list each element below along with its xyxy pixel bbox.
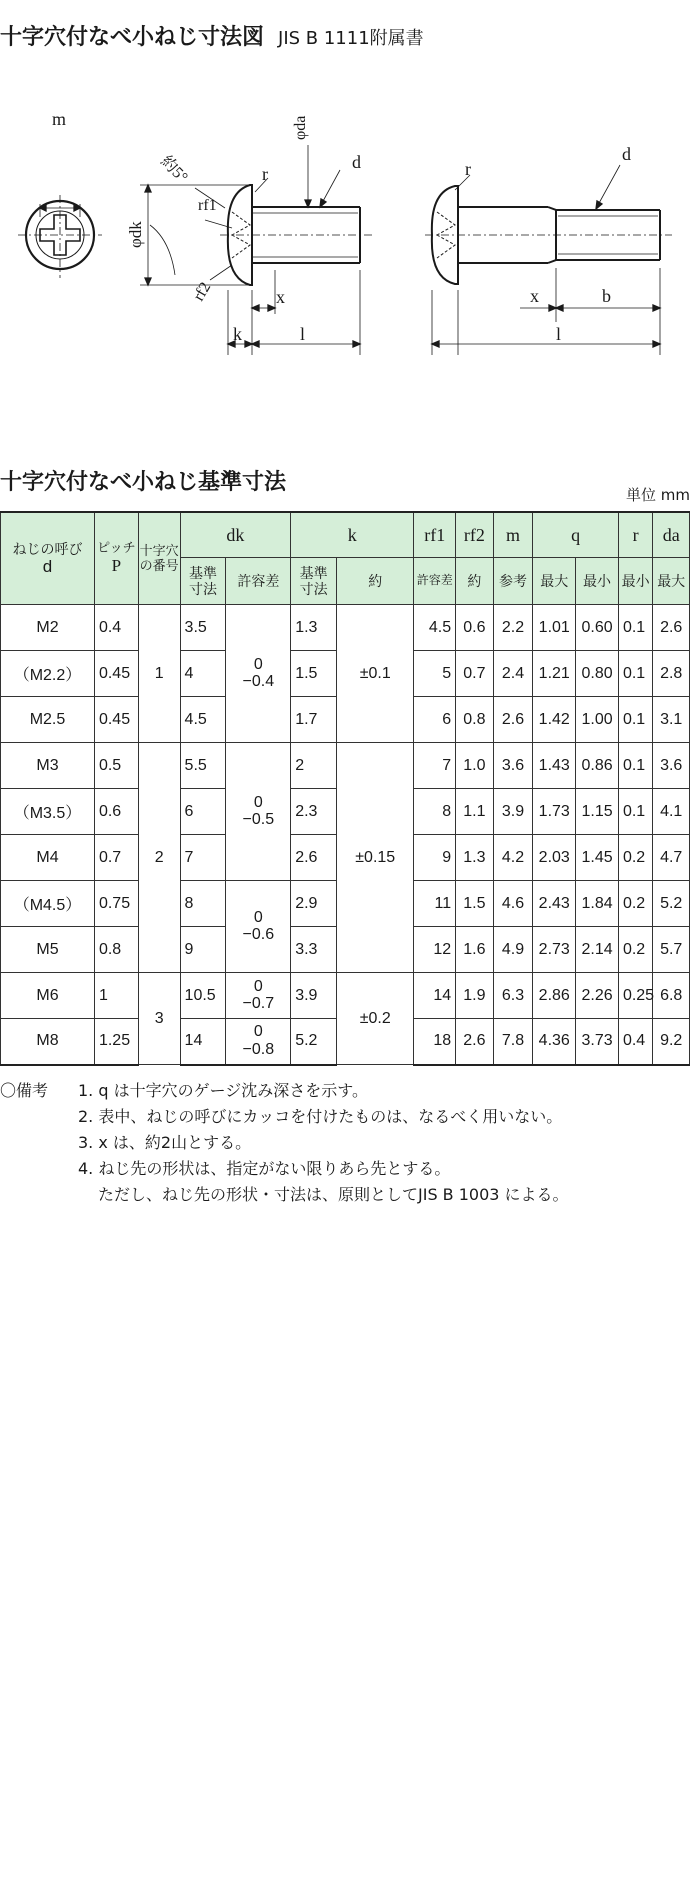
label-d: d <box>352 152 361 172</box>
header-rf2: rf2 <box>456 512 494 558</box>
screw-dimension-diagram <box>0 100 700 400</box>
header-r: r <box>618 512 652 558</box>
header-q-min: 最小 <box>576 558 619 605</box>
header-pitch: ピッチ P <box>94 512 138 605</box>
note-item: 3. x は、約2山とする。 <box>78 1133 252 1152</box>
dk-tolerance: 0 −0.4 <box>226 605 291 743</box>
table-row: M5 0.8 9 3.3 12 1.6 4.9 2.73 2.14 0.2 5.7 <box>1 927 690 973</box>
screw-side-view <box>425 165 672 355</box>
label-x: x <box>276 287 285 307</box>
header-dk-base: 基準 寸法 <box>180 558 226 605</box>
label-x-2: x <box>530 286 539 306</box>
cross-number: 3 <box>138 973 180 1065</box>
note-item: ただし、ねじ先の形状・寸法は、原則としてJIS B 1003 による。 <box>98 1185 569 1204</box>
k-tolerance: ±0.1 <box>337 605 414 743</box>
label-b: b <box>602 286 611 306</box>
table-row: M8 1.25 14 0 −0.8 5.2 18 2.6 7.8 4.36 3.73 0.4 9.2 <box>1 1019 690 1065</box>
label-r: r <box>262 164 268 184</box>
title-main: 十字穴付なべ小ねじ寸法図 <box>0 25 265 50</box>
header-cross: 十字穴 の番号 <box>138 512 180 605</box>
header-nominal: ねじの呼び d <box>1 512 95 605</box>
table-title: 十字穴付なべ小ねじ基準寸法 <box>0 470 287 495</box>
table-row: M3 0.5 2 5.5 0 −0.5 2 ±0.15 7 1.0 3.6 1.43 0.86 0.1 3.6 <box>1 743 690 789</box>
header-m-ref: 参考 <box>493 558 533 605</box>
header-k-base: 基準 寸法 <box>291 558 337 605</box>
table-row: （M4.5） 0.75 8 0 −0.6 2.9 11 1.5 4.6 2.43 1.84 0.2 5.2 <box>1 881 690 927</box>
label-phi-da: φda <box>292 115 309 140</box>
note-item: 2. 表中、ねじの呼びにカッコを付けたものは、なるべく用いない。 <box>78 1107 563 1126</box>
header-rf1-tol: 許容差 <box>414 558 456 605</box>
label-rf2: rf2 <box>190 279 215 305</box>
table-row: M2 0.4 1 3.5 0 −0.4 1.3 ±0.1 4.5 0.6 2.2 1.01 0.60 0.1 2.6 <box>1 605 690 651</box>
notes-heading: 〇備考 <box>0 1081 49 1100</box>
dimension-table <box>0 511 690 1066</box>
header-q-max: 最大 <box>533 558 576 605</box>
table-row: （M2.2） 0.45 4 1.5 5 0.7 2.4 1.21 0.80 0.1 2.8 <box>1 651 690 697</box>
label-l-2: l <box>556 324 562 344</box>
header-da-max: 最大 <box>653 558 690 605</box>
header-rf2-approx: 約 <box>456 558 494 605</box>
header-m: m <box>493 512 533 558</box>
note-item: 1. q は十字穴のゲージ沈み深さを示す。 <box>78 1081 368 1100</box>
page-title <box>0 20 424 51</box>
dk-tolerance: 0 −0.8 <box>226 1019 291 1065</box>
label-r-2: r <box>465 159 471 179</box>
table-row: M6 1 3 10.5 0 −0.7 3.9 ±0.2 14 1.9 6.3 2.86 2.26 0.25 6.8 <box>1 973 690 1019</box>
dk-tolerance: 0 −0.7 <box>226 973 291 1019</box>
header-dk: dk <box>180 512 291 558</box>
label-rf1: rf1 <box>198 197 217 214</box>
unit-label: 単位 mm <box>626 486 690 504</box>
label-d-2: d <box>622 144 631 164</box>
header-k: k <box>291 512 414 558</box>
head-top-view <box>18 195 102 278</box>
cross-number: 1 <box>138 605 180 743</box>
header-da: da <box>653 512 690 558</box>
label-angle: 約5° <box>157 152 191 187</box>
header-r-min: 最小 <box>618 558 652 605</box>
table-row: M4 0.7 7 2.6 9 1.3 4.2 2.03 1.45 0.2 4.7 <box>1 835 690 881</box>
title-standard: JIS B 1111附属書 <box>278 28 424 49</box>
k-tolerance: ±0.2 <box>337 973 414 1065</box>
table-row: M2.5 0.45 4.5 1.7 6 0.8 2.6 1.42 1.00 0.1 3.1 <box>1 697 690 743</box>
label-k: k <box>233 324 242 344</box>
header-dk-tol: 許容差 <box>226 558 291 605</box>
label-m: m <box>52 109 67 129</box>
cross-number: 2 <box>138 743 180 973</box>
table-row: （M3.5） 0.6 6 2.3 8 1.1 3.9 1.73 1.15 0.1 4.1 <box>1 789 690 835</box>
label-l: l <box>300 324 306 344</box>
header-k-approx: 約 <box>337 558 414 605</box>
label-phi-dk: φdk <box>126 221 145 248</box>
dk-tolerance: 0 −0.6 <box>226 881 291 973</box>
header-q: q <box>533 512 619 558</box>
dk-tolerance: 0 −0.5 <box>226 743 291 881</box>
header-rf1: rf1 <box>414 512 456 558</box>
k-tolerance: ±0.15 <box>337 743 414 973</box>
note-item: 4. ねじ先の形状は、指定がない限りあら先とする。 <box>78 1159 451 1178</box>
